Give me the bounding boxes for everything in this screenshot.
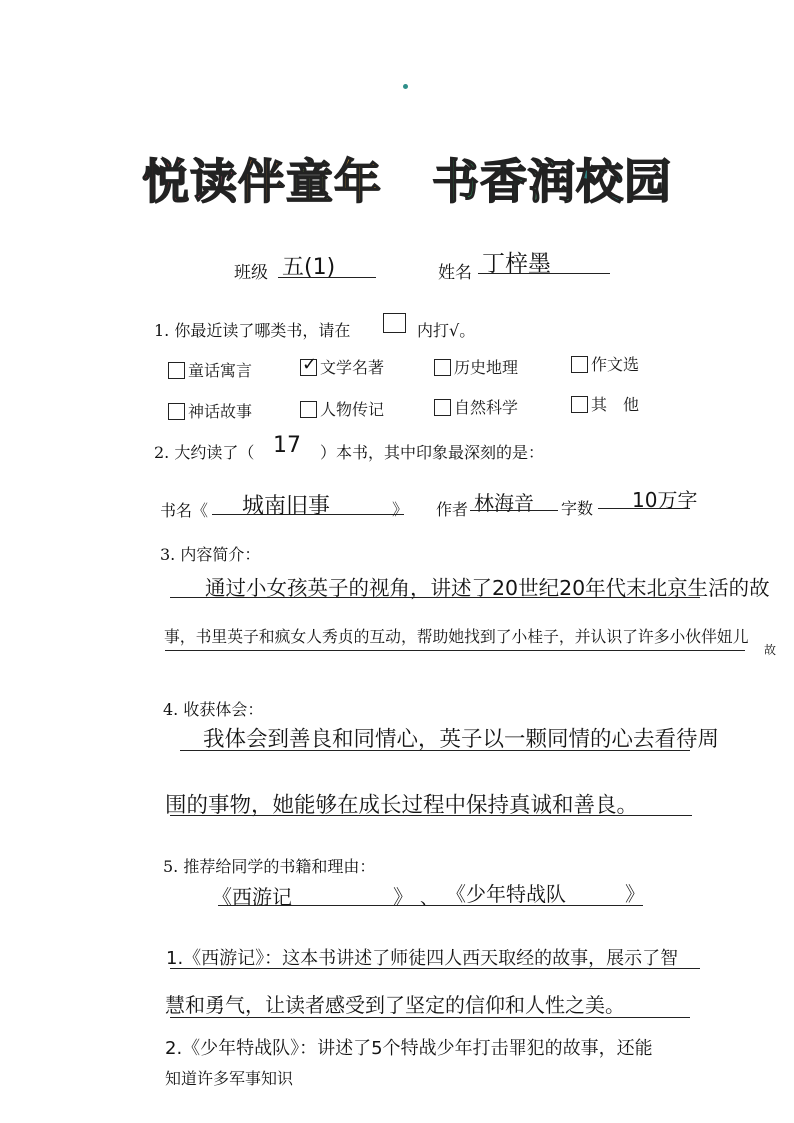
option-label: 历史地理 [454, 358, 519, 377]
books-separator: 、 [420, 888, 438, 909]
q3-prompt: 3. 内容简介： [160, 545, 261, 564]
checkbox[interactable] [434, 359, 451, 376]
book-title-value: 城南旧事 [242, 494, 331, 519]
class-underline [278, 277, 376, 278]
sample-checkbox [383, 313, 406, 333]
q4-prompt: 4. 收获体会： [163, 700, 264, 719]
q2-prompt-before: 2. 大约读了（ [154, 443, 255, 462]
q1-prompt [154, 318, 350, 341]
name-label: 姓名 [438, 263, 472, 283]
option-other[interactable] [571, 392, 639, 415]
class-label: 班级 [234, 263, 268, 283]
summary-line-1: 通过小女孩英子的视角，讲述了20世纪20年代末北京生活的故 [205, 576, 770, 600]
book-title-underline [212, 514, 404, 515]
q1-prompt-after: 内打√。 [417, 321, 476, 340]
class-value: 五(1) [282, 255, 336, 280]
title-char: 润 [528, 155, 576, 210]
reason-2-line-1: 2.《少年特战队》：讲述了5个特战少年打击罪犯的故事，还能 [165, 1038, 653, 1059]
checkbox[interactable] [300, 359, 317, 376]
author-underline [470, 510, 558, 511]
word-count-label: 字数 [561, 499, 594, 518]
title-char: 悦 [142, 155, 190, 210]
books-read-count: 17 [273, 433, 301, 458]
recommended-book-2: 《少年特战队 [446, 882, 566, 906]
checkbox[interactable] [168, 403, 185, 420]
reflection-underline-2 [170, 815, 692, 816]
name-value: 丁梓墨 [482, 251, 551, 277]
title-char: 童 [286, 155, 334, 210]
recommended-book-1: 《西游记 [212, 885, 292, 909]
reason-1-line-1: 1.《西游记》：这本书讲述了师徒四人西天取经的故事，展示了智 [166, 948, 679, 969]
title-char: 伴 [238, 155, 286, 210]
option-label: 童话寓言 [188, 361, 253, 380]
reflection-underline-1 [180, 750, 690, 751]
title-char: 书 [432, 155, 480, 210]
reason-1-line-2: 慧和勇气，让读者感受到了坚定的信仰和人性之美。 [165, 993, 625, 1017]
author-value: 林海音 [474, 491, 534, 515]
checkbox[interactable] [168, 362, 185, 379]
title-part1 [142, 145, 382, 215]
title-char: 校 [576, 155, 624, 210]
summary-underline-1 [170, 597, 700, 598]
title-char: 年 [334, 155, 382, 210]
ink-dot [403, 84, 408, 89]
option-label: 作文选 [591, 355, 640, 374]
word-count-value: 10万字 [632, 488, 698, 512]
book-title-close: 》 [392, 500, 409, 519]
title-char: 读 [190, 155, 238, 210]
q1-prompt-before: 1. 你最近读了哪类书，请在 [154, 321, 351, 340]
q2-prompt-after: ）本书，其中印象最深刻的是： [320, 443, 545, 462]
recommended-book-2-close: 》 [625, 882, 645, 906]
option-label: 神话故事 [188, 402, 253, 421]
checkbox[interactable] [300, 401, 317, 418]
option-history-geography[interactable] [434, 355, 518, 378]
title-part2 [432, 145, 672, 215]
option-literature-classics[interactable] [300, 355, 384, 378]
q5-prompt: 5. 推荐给同学的书籍和理由： [163, 857, 376, 876]
option-label: 自然科学 [454, 398, 519, 417]
checkbox[interactable] [434, 399, 451, 416]
book-title-label: 书名《 [160, 501, 209, 520]
name-underline [478, 273, 610, 274]
word-count-underline [598, 508, 690, 509]
checkbox[interactable] [571, 356, 588, 373]
summary-line-2: 事，书里英子和疯女人秀贞的互动，帮助她找到了小桂子，并认识了许多小伙伴妞儿 [164, 627, 749, 646]
author-label: 作者 [436, 500, 469, 519]
option-label: 文学名著 [320, 358, 385, 377]
option-label: 人物传记 [320, 400, 385, 419]
reason-underline-1 [170, 968, 700, 969]
summary-line-2-tail: 故 [764, 643, 777, 657]
reason-underline-2 [170, 1017, 690, 1018]
books-underline [218, 905, 643, 906]
option-fairy-tales[interactable] [168, 358, 252, 381]
option-natural-science[interactable] [434, 395, 518, 418]
summary-underline-2 [165, 650, 745, 651]
reason-2-line-2: 知道许多军事知识 [165, 1069, 294, 1088]
reflection-line-1: 我体会到善良和同情心，英子以一颗同情的心去看待周 [203, 727, 720, 752]
reflection-line-2: 围的事物，她能够在成长过程中保持真诚和善良。 [165, 793, 639, 818]
recommended-book-1-close: 》 [393, 885, 413, 909]
title-char: 园 [624, 155, 672, 210]
checkbox[interactable] [571, 396, 588, 413]
option-label: 其 他 [591, 395, 640, 414]
option-biographies[interactable] [300, 397, 384, 420]
title-char: 香 [480, 155, 528, 210]
option-myths[interactable] [168, 399, 252, 422]
option-essays[interactable] [571, 352, 639, 375]
